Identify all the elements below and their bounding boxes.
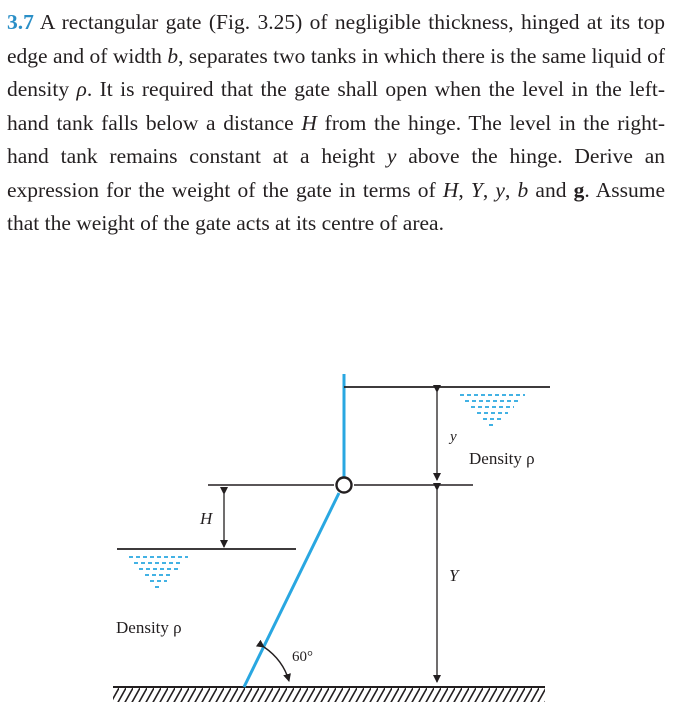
problem-text-segment: ρ — [76, 77, 87, 101]
problem-text-segment: H — [301, 110, 317, 135]
y-label: y — [450, 429, 457, 445]
angle-arc — [264, 647, 289, 681]
problem-text-segment: b — [517, 177, 529, 202]
problem-text-segment: y — [495, 177, 505, 202]
problem-text-segment: H — [442, 177, 459, 202]
problem-text-segment: y — [386, 144, 397, 168]
right-water-surface-icon — [460, 395, 525, 425]
problem-text-segment: g — [573, 177, 585, 202]
problem-text-segment: , — [458, 177, 471, 202]
problem-text-segment: above the hinge. Derive an expression for the weight of the gate in terms of — [7, 144, 665, 202]
left-density-label: Density ρ — [116, 618, 182, 637]
ground-hatch — [113, 687, 545, 702]
right-density-label: Density ρ — [469, 449, 535, 468]
problem-text-segment: A rectangular gate (Fig. 3.25) of negligible thickness, hinged at its top edge and of width — [7, 10, 665, 68]
H-label: H — [200, 509, 213, 528]
problem-text-segment: , — [504, 177, 518, 202]
problem-text-segment: , — [482, 177, 496, 202]
problem-text-segment: , separates two tanks in which there is the same liquid of density — [7, 43, 665, 101]
problem-text-segment: Y — [470, 177, 483, 202]
problem-text-segment: . Assume that the weight of the gate acts at its centre of area. — [7, 177, 666, 235]
hinge — [337, 478, 352, 493]
angle-label: 60° — [292, 649, 313, 665]
problem-text-segment: and — [528, 177, 574, 202]
problem-number: 3.7 — [7, 10, 34, 34]
Y-label: Y — [449, 566, 459, 585]
left-water-surface-icon — [129, 557, 188, 587]
problem-text-segment: . It is required that the gate shall open when the level in the left-hand tank falls below a distance — [7, 77, 666, 135]
problem-text-segment: from the hinge. The level in the right-hand tank remains constant at a height — [7, 110, 665, 168]
problem-text-segment: b — [167, 43, 179, 68]
